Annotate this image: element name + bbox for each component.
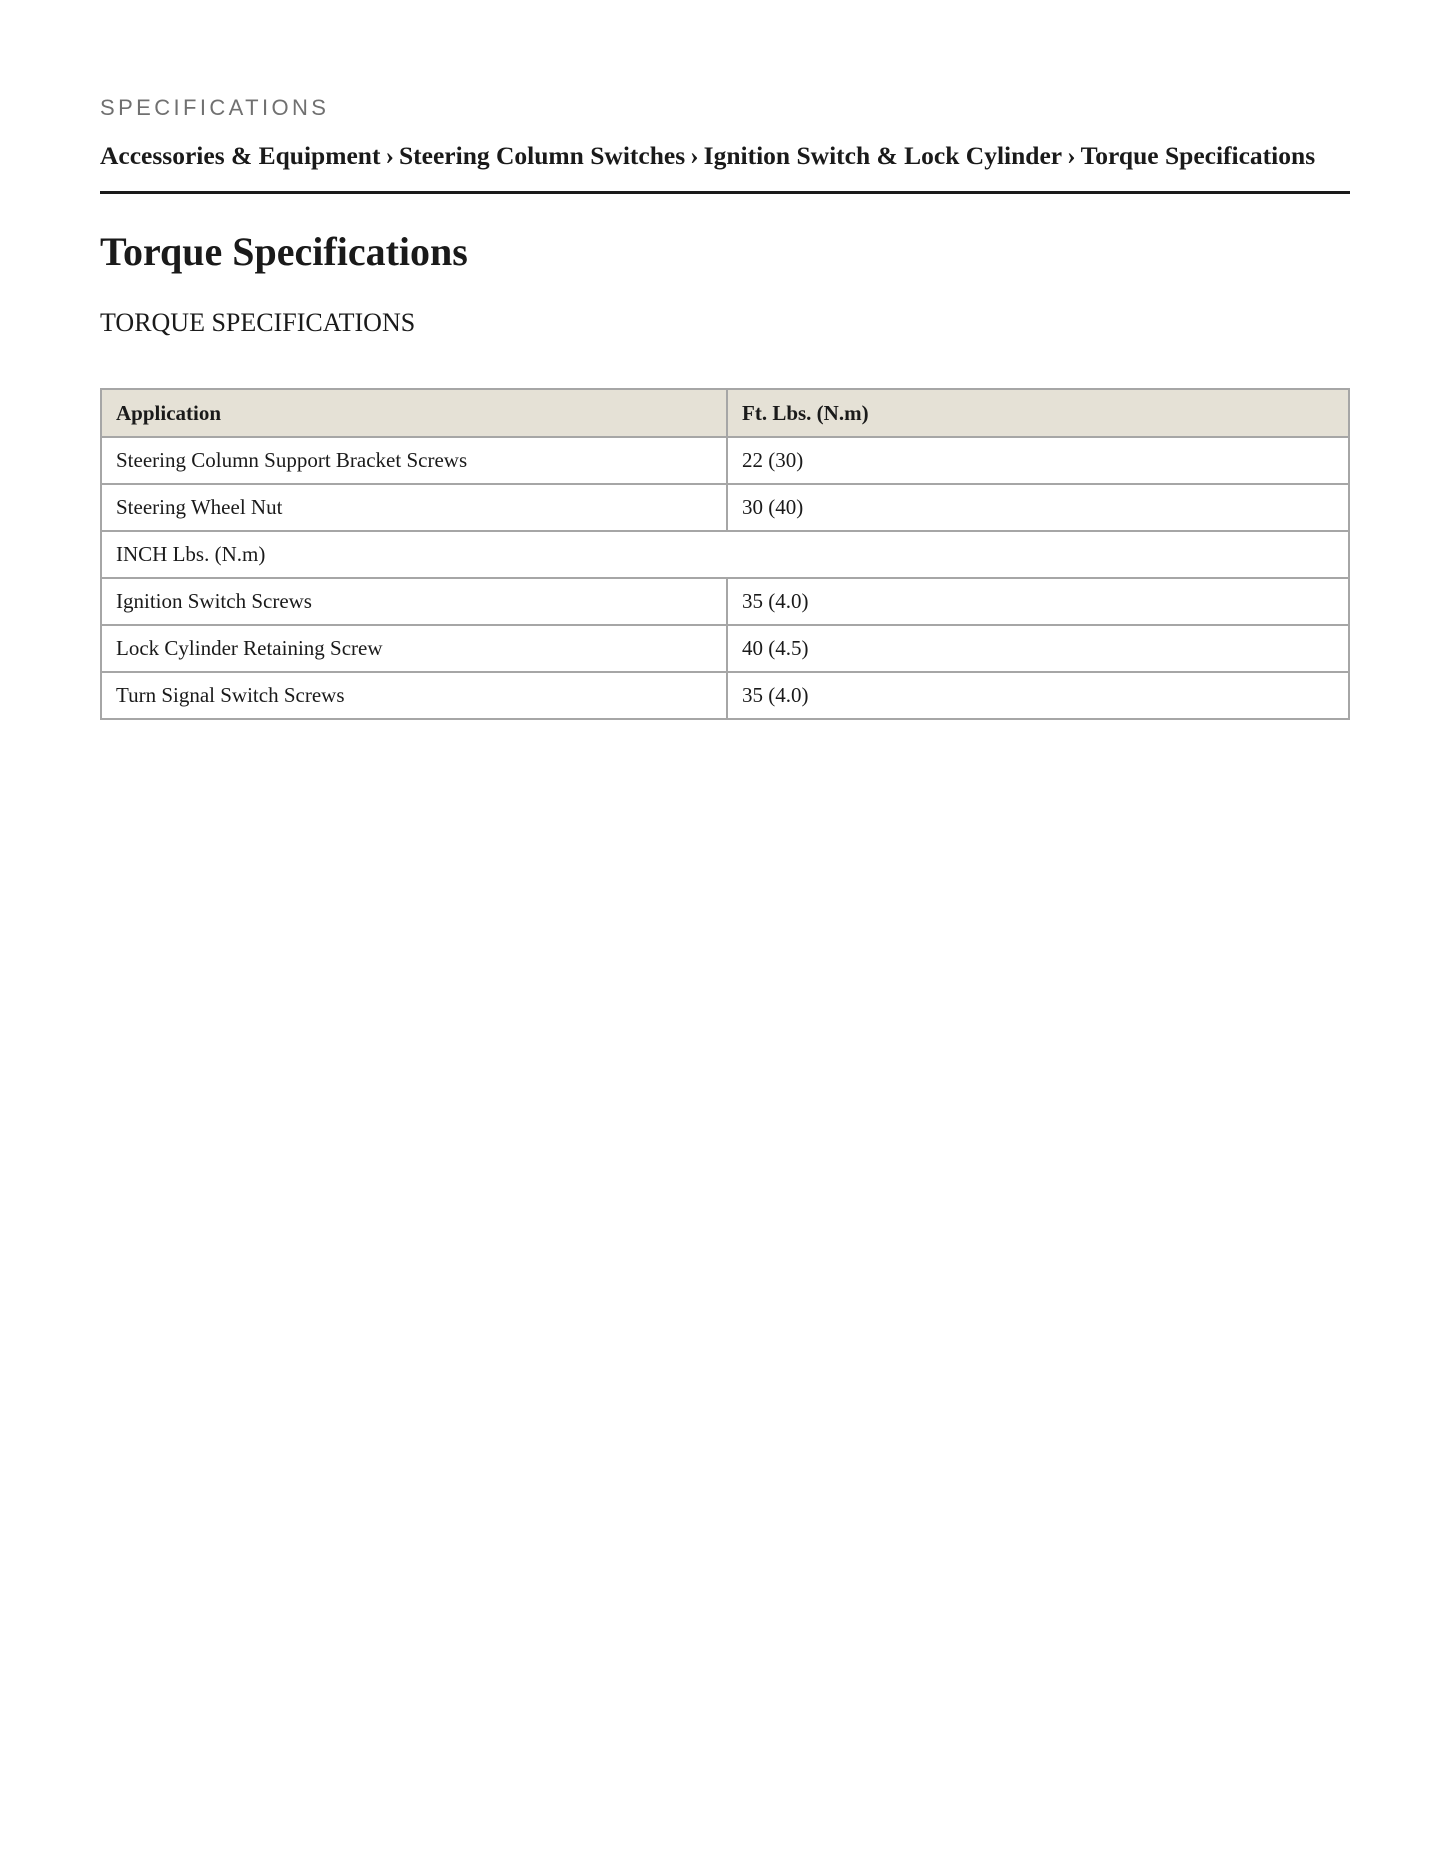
cell-subheader: INCH Lbs. (N.m) (101, 531, 1349, 578)
cell-value: 35 (4.0) (727, 672, 1349, 719)
cell-application: Turn Signal Switch Screws (101, 672, 727, 719)
table-header-row (101, 389, 1349, 437)
breadcrumb-item[interactable]: Steering Column Switches (398, 141, 686, 170)
table-row (101, 484, 1349, 531)
table-subheader-row (101, 531, 1349, 578)
page-title: Torque Specifications (100, 229, 468, 274)
column-header-application: Application (101, 389, 727, 437)
breadcrumb-item[interactable]: Ignition Switch & Lock Cylinder (703, 141, 1063, 170)
breadcrumb-separator: › (1067, 141, 1076, 170)
cell-value: 22 (30) (727, 437, 1349, 484)
breadcrumb-item[interactable]: Accessories & Equipment (100, 141, 381, 170)
table-row (101, 625, 1349, 672)
cell-value: 40 (4.5) (727, 625, 1349, 672)
table-caption: TORQUE SPECIFICATIONS (100, 308, 416, 337)
table-row (101, 437, 1349, 484)
table-row (101, 578, 1349, 625)
table-row (101, 672, 1349, 719)
cell-application: Ignition Switch Screws (101, 578, 727, 625)
breadcrumb-item-current: Torque Specifications (1080, 141, 1316, 170)
cell-application: Steering Wheel Nut (101, 484, 727, 531)
cell-application: Steering Column Support Bracket Screws (101, 437, 727, 484)
breadcrumb-separator: › (385, 141, 394, 170)
breadcrumb-separator: › (690, 141, 699, 170)
column-header-ft-lbs: Ft. Lbs. (N.m) (727, 389, 1349, 437)
breadcrumb (100, 139, 1350, 194)
cell-value: 35 (4.0) (727, 578, 1349, 625)
cell-application: Lock Cylinder Retaining Screw (101, 625, 727, 672)
section-label: SPECIFICATIONS (100, 95, 330, 120)
cell-value: 30 (40) (727, 484, 1349, 531)
document-page (100, 94, 1350, 720)
torque-spec-table (100, 388, 1350, 720)
